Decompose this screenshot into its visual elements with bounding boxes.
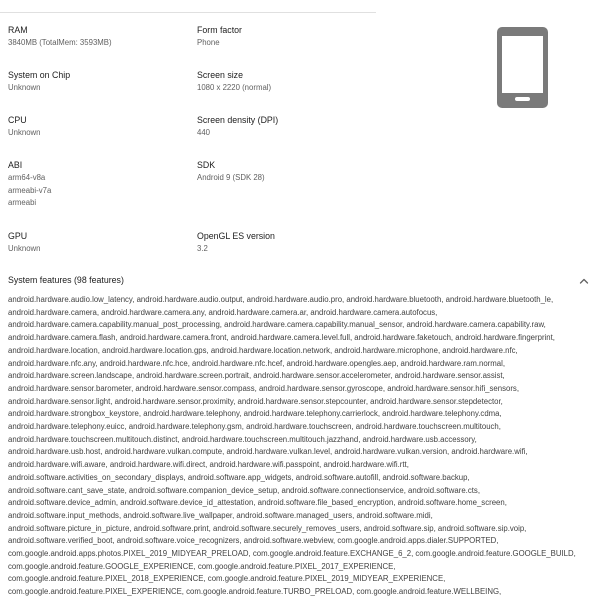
spec-value: arm64-v8a bbox=[8, 173, 46, 182]
feature-line: android.software.activities_on_secondary_displays, android.software.app_widgets, android.software.autofill, android.software.backup, bbox=[8, 472, 470, 482]
feature-line: android.hardware.location, android.hardware.location.gps, android.hardware.location.network, android.hardware.microphone, android.hardware.nfc, bbox=[8, 345, 518, 355]
feature-line: android.hardware.camera, android.hardware.camera.any, android.hardware.camera.ar, android.hardware.camera.autofocus, bbox=[8, 307, 438, 317]
feature-line: android.software.cant_save_state, android.software.companion_device_setup, android.software.connectionservice, android.software.cts, bbox=[8, 485, 480, 495]
feature-line: android.hardware.audio.low_latency, android.hardware.audio.output, android.hardware.audio.pro, android.hardware.bluetooth, android.hardware.bluetooth_le, bbox=[8, 295, 554, 304]
feature-line: android.hardware.touchscreen.multitouch.distinct, android.hardware.touchscreen.multitouch.jazzhand, android.hardware.usb.accessory, bbox=[8, 434, 477, 444]
spec-label: Form factor bbox=[197, 25, 242, 35]
feature-line: android.hardware.sensor.barometer, android.hardware.sensor.compass, android.hardware.sensor.gyroscope, android.hardware.sensor.hifi_sensors, bbox=[8, 383, 519, 393]
feature-line: android.hardware.camera.capability.manual_post_processing, android.hardware.camera.capability.manual_sensor, android.hardware.camera.capability.raw, bbox=[8, 320, 546, 330]
spec-abi bbox=[8, 159, 51, 210]
feature-line: android.hardware.usb.host, android.hardware.vulkan.compute, android.hardware.vulkan.level, android.hardware.vulkan.version, android.hardware.wifi, bbox=[8, 447, 528, 457]
spec-value: armeabi-v7a bbox=[8, 185, 52, 195]
spec-label: CPU bbox=[8, 115, 27, 125]
spec-label: Screen density (DPI) bbox=[197, 115, 279, 125]
spec-gpu bbox=[8, 230, 41, 256]
feature-line: android.software.input_methods, android.software.live_wallpaper, android.software.managed_users, android.software.midi, bbox=[8, 510, 433, 520]
spec-label: RAM bbox=[8, 25, 28, 35]
feature-line: com.google.android.apps.photos.PIXEL_2019_MIDYEAR_PRELOAD, com.google.android.feature.EXCHANGE_6_2, com.google.android.feature.GOOGLE_BUILD, bbox=[8, 549, 576, 559]
feature-line: com.google.android.feature.PIXEL_EXPERIENCE, com.google.android.feature.TURBO_PRELOAD, com.google.android.feature.WELLBEING, bbox=[8, 587, 502, 597]
feature-line: com.google.android.feature.PIXEL_2018_EXPERIENCE, com.google.android.feature.PIXEL_2019_MIDYEAR_EXPERIENCE, bbox=[8, 574, 446, 584]
feature-line: android.software.device_admin, android.software.device_id_attestation, android.software.file_based_encryption, android.software.home_screen, bbox=[8, 498, 507, 508]
spec-value: 3840MB (TotalMem: 3593MB) bbox=[8, 38, 112, 47]
spec-form-factor bbox=[197, 24, 242, 50]
spec-value: Unknown bbox=[8, 83, 41, 92]
top-divider bbox=[0, 12, 376, 13]
spec-value: Unknown bbox=[8, 244, 41, 253]
features-header[interactable] bbox=[8, 274, 592, 288]
spec-label: Screen size bbox=[197, 70, 243, 80]
spec-label: ABI bbox=[8, 160, 23, 170]
feature-line: android.hardware.camera.flash, android.hardware.camera.front, android.hardware.camera.level.full, android.hardware.faketouch, android.hardware.fingerprint, bbox=[8, 333, 555, 343]
spec-opengl bbox=[197, 230, 275, 256]
features-title: System features (98 features) bbox=[8, 275, 124, 285]
feature-line: android.hardware.sensor.light, android.hardware.sensor.proximity, android.hardware.sensor.stepcounter, android.hardware.sensor.stepdetector, bbox=[8, 396, 503, 406]
spec-screen-density bbox=[197, 114, 278, 140]
feature-line: android.hardware.nfc.any, android.hardware.nfc.hce, android.hardware.nfc.hcef, android.hardware.opengles.aep, android.hardware.ram.normal, bbox=[8, 358, 505, 368]
spec-value: 1080 x 2220 (normal) bbox=[197, 83, 272, 92]
spec-value: 3.2 bbox=[197, 244, 208, 253]
spec-label: OpenGL ES version bbox=[197, 231, 275, 241]
spec-ram bbox=[8, 24, 112, 50]
feature-line: android.hardware.screen.landscape, android.hardware.screen.portrait, android.hardware.sensor.accelerometer, android.hardware.sensor.assist, bbox=[8, 371, 505, 381]
phone-icon bbox=[496, 26, 549, 109]
spec-screen-size bbox=[197, 69, 271, 95]
feature-line: android.hardware.wifi.aware, android.hardware.wifi.direct, android.hardware.wifi.passpoint, android.hardware.wifi.rtt, bbox=[8, 460, 409, 470]
feature-line: android.software.verified_boot, android.software.voice_recognizers, android.software.webview, com.google.android.apps.dialer.SUPPORTED, bbox=[8, 536, 499, 546]
spec-value: Phone bbox=[197, 38, 220, 47]
spec-value: 440 bbox=[197, 128, 211, 137]
feature-line: android.hardware.strongbox_keystore, android.hardware.telephony, android.hardware.telephony.carrierlock, android.hardware.telephony.cdma, bbox=[8, 409, 502, 419]
spec-value: Android 9 (SDK 28) bbox=[197, 173, 265, 182]
spec-label: GPU bbox=[8, 231, 28, 241]
features-list bbox=[8, 294, 592, 599]
spec-label: System on Chip bbox=[8, 70, 71, 80]
spec-sdk bbox=[197, 159, 265, 185]
spec-soc bbox=[8, 69, 70, 95]
feature-line: android.hardware.telephony.euicc, android.hardware.telephony.gsm, android.hardware.touchscreen, android.hardware.touchscreen.multitouch, bbox=[8, 422, 501, 432]
feature-line: com.google.android.feature.GOOGLE_EXPERIENCE, com.google.android.feature.PIXEL_2017_EXPERIENCE, bbox=[8, 561, 396, 571]
spec-cpu bbox=[8, 114, 41, 140]
spec-value: armeabi bbox=[8, 198, 37, 207]
chevron-up-icon[interactable] bbox=[578, 275, 590, 287]
spec-value: Unknown bbox=[8, 128, 41, 137]
spec-label: SDK bbox=[197, 160, 216, 170]
feature-line: android.software.picture_in_picture, android.software.print, android.software.securely_removes_users, android.software.sip, android.software.sip.voip, bbox=[8, 523, 527, 533]
